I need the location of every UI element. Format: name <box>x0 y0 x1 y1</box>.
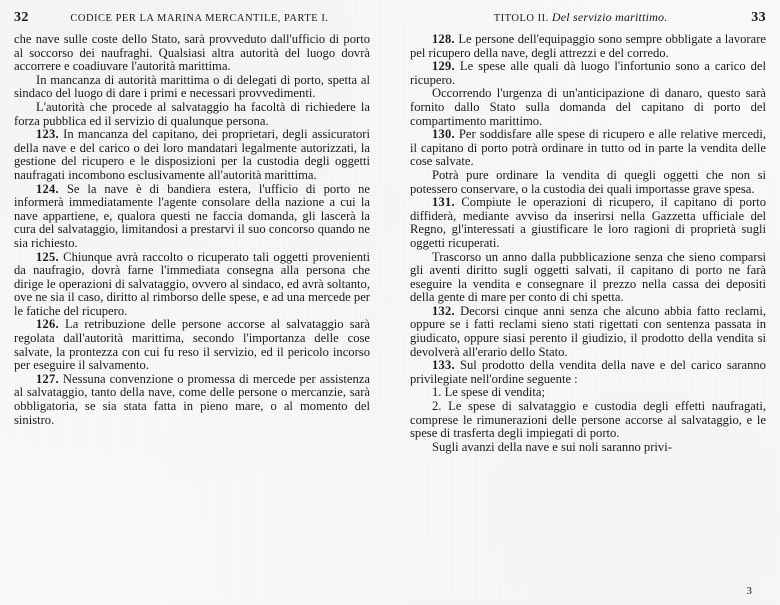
article-number: 131. <box>432 195 455 210</box>
paragraph-text: Potrà pure ordinare la vendita di quegli oggetti che non si potessero conservare, o la custodia dei quali importasse grave spesa. <box>410 167 766 196</box>
paragraph-text: La retribuzione delle persone accorse al salvataggio sarà regolata dall'autorità marittima, secondo l'importanza delle cose salvate, la prontezza con cui fu reso il servizio, ed il pericolo incorso per eseguire il salvamento. <box>14 317 370 373</box>
article-paragraph <box>14 251 370 319</box>
paragraph-text: Trascorso un anno dalla pubblicazione senza che sieno comparsi gli aventi diritto sugli oggetti salvati, il capitano di porto ne farà eseguire la vendita e consegnare il prezzo nella cassa dei depositi della gente di mare per conto di chi spetta. <box>410 249 766 305</box>
left-running-title: CODICE PER LA MARINA MERCANTILE, PARTE I. <box>70 13 329 24</box>
article-paragraph <box>14 183 370 251</box>
list-item <box>410 400 766 441</box>
paragraph-text: In mancanza del capitano, dei proprietari, degli assicuratori della nave e del carico o dei loro mandatari legalmente autorizzati, la gestione del ricupero e le disposizioni per la custodia degli oggetti naufragati incombono esclusivamente all'autorità marittima. <box>14 127 370 182</box>
article-paragraph <box>14 318 370 372</box>
article-paragraph <box>410 128 766 169</box>
signature-mark: 3 <box>746 585 752 597</box>
paragraph-text: Le spese alle quali dà luogo l'infortunio sono a carico del ricupero. <box>410 59 766 87</box>
article-paragraph <box>14 128 370 182</box>
right-body-text <box>410 33 766 454</box>
paragraph-text: Nessuna convenzione o promessa di mercede per assistenza al salvataggio, tanto della nave, come delle persone o mercanzie, sarà obbligatoria, se sia stata fatta in pieno mare, o al momento del sinistro. <box>14 371 370 427</box>
paragraph-text: 2. Le spese di salvataggio e custodia degli effetti naufragati, comprese le rimunerazioni delle persone accorse al salvataggio, e le spese di trasferta degli impiegati di porto. <box>410 399 766 441</box>
left-folio-number: 32 <box>14 10 29 25</box>
paragraph-text: Chiunque avrà raccolto o ricuperato tali oggetti provenienti da naufragio, dovrà farne l'immediata consegna alla persona che dirige le operazioni di salvataggio, ovvero al sindaco, ed avrà soltanto, ove ne sia il caso, diritto al rimborso delle spese, e ad una mercede per le fatiche del ricupero. <box>14 249 371 318</box>
article-paragraph <box>410 60 766 87</box>
paragraph-text: Occorrendo l'urgenza di un'anticipazione di danaro, questo sarà fornito dallo Stato sulla domanda del capitano di porto del compartimento marittimo. <box>410 86 766 128</box>
paragraph-text: che nave sulle coste dello Stato, sarà provveduto dall'ufficio di porto al soccorso dei naufraghi. Qualsiasi altra autorità del luogo dovrà accorrere e coadiuvare l'autorità marittima. <box>14 32 370 74</box>
article-paragraph <box>410 359 766 386</box>
paragraph-text: L'autorità che procede al salvataggio ha facoltà di richiedere la forza pubblica ed il servizio di qualunque persona. <box>14 99 370 128</box>
article-number: 126. <box>36 317 59 332</box>
article-paragraph <box>14 373 370 427</box>
article-number: 129. <box>432 59 455 74</box>
article-number: 130. <box>432 127 455 142</box>
left-running-head <box>14 10 370 24</box>
left-body-text <box>14 33 370 427</box>
paragraph-text: In mancanza di autorità marittima o di delegati di porto, spetta al sindaco del luogo di dare i primi e necessari provvedimenti. <box>14 72 370 101</box>
paragraph <box>14 101 370 128</box>
article-number: 128. <box>432 32 455 46</box>
paragraph-text: Decorsi cinque anni senza che alcuno abbia fatto reclami, oppure se i fatti reclami sieno stati rigettati con sentenza passata in giudicato, oppure siasi perento il giudizio, il prodotto della vendita si devolverà all'erario dello Stato. <box>410 303 767 359</box>
right-running-head <box>410 10 766 24</box>
article-paragraph <box>410 196 766 250</box>
article-number: 127. <box>36 371 59 386</box>
right-running-title <box>410 10 751 25</box>
article-paragraph <box>410 305 766 359</box>
article-number: 123. <box>36 127 59 142</box>
article-paragraph <box>410 33 766 60</box>
paragraph <box>14 74 370 101</box>
article-number: 132. <box>432 303 455 318</box>
paragraph <box>410 169 766 196</box>
article-number: 133. <box>432 358 455 373</box>
paragraph-text: Sugli avanzi della nave e sui noli saranno privi- <box>432 439 672 454</box>
two-page-spread <box>14 10 766 599</box>
right-folio-number: 33 <box>751 10 766 25</box>
paragraph <box>410 87 766 128</box>
running-title-caps: TITOLO II. <box>493 13 549 24</box>
paragraph <box>14 33 370 74</box>
article-number: 125. <box>36 249 59 264</box>
paragraph <box>410 251 766 305</box>
paragraph <box>410 441 766 455</box>
running-title-italic: Del servizio marittimo. <box>551 10 668 24</box>
paragraph-text: Per soddisfare alle spese di ricupero e alle relative mercedi, il capitano di porto potrà ordinare in tutto od in parte la vendita delle cose salvate. <box>410 127 766 169</box>
paragraph-text: Le persone dell'equipaggio sono sempre obbligate a lavorare pel ricupero della nave, degli attrezzi e del corredo. <box>410 32 766 60</box>
list-item <box>410 386 766 400</box>
paragraph-text: 1. Le spese di vendita; <box>432 385 545 400</box>
left-page <box>14 10 390 599</box>
right-page <box>390 10 766 599</box>
paragraph-text: Compiute le operazioni di ricupero, il capitano di porto diffiderà, mediante avviso da inserirsi nella Gazzetta ufficiale del Regno, gl'interessati a giustificare le loro ragioni di proprietà sugli oggetti ricuperati. <box>410 195 766 250</box>
paragraph-text: Sul prodotto della vendita della nave e del carico saranno privilegiate nell'ordine seguente : <box>410 358 766 386</box>
paragraph-text: Se la nave è di bandiera estera, l'ufficio di porto ne informerà immediatamente l'agente consolare della nazione a cui la nave appartiene, e, qualora questi ne faccia domanda, gli lascerà la cura del salvataggio, limitandosi a prestarvi il suo concorso quando ne sia richiesto. <box>14 181 370 250</box>
article-number: 124. <box>36 181 59 196</box>
